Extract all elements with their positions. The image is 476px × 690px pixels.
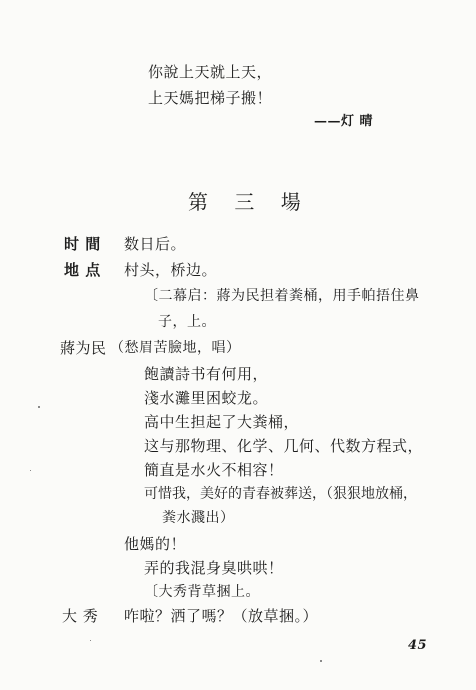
- page-number: 45: [408, 638, 428, 653]
- epigraph-attribution: ——灯 晴: [314, 114, 374, 129]
- time-text: 数日后。: [124, 235, 187, 253]
- song-line-5: 簡直是水火不相容！: [144, 461, 284, 479]
- song-line-6: 可惜我，美好的青春被葬送，（狠狠地放桶，: [144, 486, 417, 502]
- song-line-4: 这与那物理、化学、几何、代数方程式，: [144, 437, 424, 455]
- scan-speck: [90, 640, 91, 641]
- epigraph-line-1: 你說上天就上天，: [148, 63, 273, 81]
- scene-title: 第 三 場: [188, 190, 311, 214]
- stage-direction-1-line-2: 子，上。: [158, 314, 216, 330]
- song-line-3: 高中生担起了大粪桶，: [144, 413, 300, 431]
- place-text: 村头，桥边。: [124, 261, 218, 279]
- speaker-1: 蔣为民: [60, 339, 107, 357]
- scan-speck: [30, 470, 31, 471]
- stage-direction-2: 〔大秀背草捆上。: [144, 584, 260, 600]
- stage-direction-1-line-1: 〔二幕启：蔣为民担着粪桶，用手帕捂住鼻: [144, 288, 420, 304]
- song-line-1: 飽讀詩书有何用，: [144, 365, 269, 383]
- song-line-last: 弄的我混身臭哄哄！: [144, 559, 284, 577]
- place-label: 地 点: [64, 261, 101, 279]
- speaker-1-direction: （愁眉苦臉地，唱）: [110, 340, 241, 356]
- scan-speck: [38, 406, 40, 408]
- song-line-2: 淺水灘里困蛟龙。: [144, 389, 269, 407]
- epigraph-line-2: 上天媽把梯子搬！: [148, 89, 273, 107]
- scan-speck: [320, 660, 322, 662]
- song-line-7: 粪水濺出）: [162, 510, 235, 526]
- time-label: 时 間: [64, 235, 101, 253]
- interjection: 他媽的！: [124, 535, 187, 553]
- speaker-2-line: 咋啦？洒了嗎？（放草捆。）: [124, 607, 319, 625]
- speaker-2: 大 秀: [62, 607, 99, 625]
